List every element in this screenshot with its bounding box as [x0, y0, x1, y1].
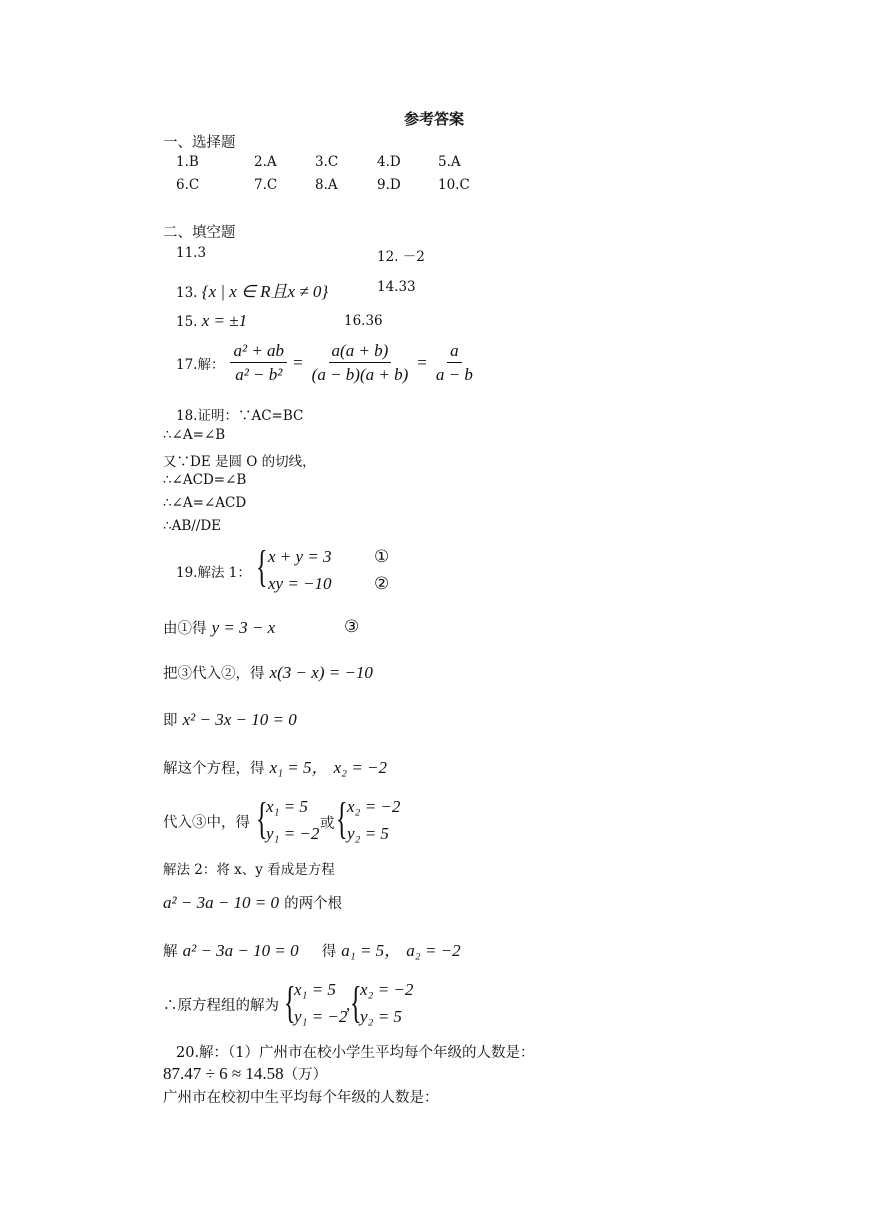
answer-item: 9.D: [377, 177, 401, 193]
answer-item: 10.C: [438, 177, 470, 193]
step-text: 由①得: [163, 621, 207, 637]
q17-fraction-1: [230, 341, 287, 385]
q18-line: ∴AB//DE: [163, 518, 222, 534]
numerator: a: [447, 341, 462, 363]
solution-1-x: x₁ = 5: [266, 797, 308, 816]
fill-answer-11: 11.3: [176, 245, 207, 261]
step-expr: a₂ = −2: [406, 941, 461, 960]
q19-conclusion: ∴原方程组的解为: [163, 998, 279, 1014]
answer-item: 5.A: [438, 154, 461, 170]
section-heading-choice: 一、选择题: [163, 135, 236, 151]
fill-answer-15: [176, 311, 247, 331]
q18-line: ∴∠A=∠ACD: [163, 495, 247, 511]
system-brace: {: [256, 794, 268, 843]
denominator: a² − b²: [235, 365, 283, 384]
final-solution-1-y: y₁ = −2: [294, 1007, 348, 1026]
system-brace: {: [284, 978, 296, 1027]
q19-step4: [163, 753, 387, 778]
step-expr: 87.47 ÷ 6 ≈ 14.58: [163, 1064, 284, 1083]
q13-label: 13.: [176, 285, 202, 301]
q18-line: ∴∠ACD=∠B: [163, 472, 247, 488]
denominator: (a − b)(a + b): [311, 365, 409, 384]
step-expr: x₁ = 5，: [269, 758, 329, 777]
or-text: 或: [320, 816, 335, 832]
q19-step2: [163, 662, 373, 683]
numerator: a² + ab: [230, 341, 287, 363]
q20-line-3: 广州市在校初中生平均每个年级的人数是：: [163, 1090, 439, 1106]
answer-item: 6.C: [176, 177, 200, 193]
q19-eq2: xy = −10: [268, 574, 332, 593]
step-expr: y = 3 − x: [211, 618, 276, 637]
step-text: 的两个根: [284, 896, 343, 912]
fill-answer-13: [176, 277, 328, 302]
unit-text: （万）: [283, 1067, 328, 1083]
final-solution-1-x: x₁ = 5: [294, 980, 336, 999]
q13-expr: {x | x ∈ R且x ≠ 0}: [201, 282, 329, 301]
section-heading-fill: 二、填空题: [163, 225, 236, 241]
fill-answer-14: 14.33: [377, 279, 416, 295]
step-expr: x(3 − x) = −10: [269, 663, 373, 682]
numerator: a(a + b): [329, 341, 392, 363]
answer-item: 7.C: [254, 177, 278, 193]
q15-expr: x = ±1: [201, 311, 248, 330]
step-expr: x₂ = −2: [333, 758, 388, 777]
system-brace: {: [336, 794, 348, 843]
q20-line-1: 20.解：（1）广州市在校小学生平均每个年级的人数是：: [176, 1045, 535, 1061]
q19-method2-solve: [163, 936, 461, 961]
equals-sign: =: [293, 353, 303, 372]
step-text: 得: [321, 944, 337, 960]
q17-fraction-3: [433, 341, 476, 385]
q17-fraction-2: [309, 341, 412, 385]
step-text: 解这个方程，得: [163, 761, 265, 777]
q19-step5-text: 代入③中，得: [163, 815, 250, 831]
mark-3: ③: [344, 617, 360, 636]
system-brace: {: [350, 978, 362, 1027]
q20-line-2: [163, 1063, 327, 1084]
q17-solution: [176, 341, 476, 385]
q15-label: 15.: [176, 314, 202, 330]
step-text: 即: [163, 713, 178, 729]
step-expr: x² − 3x − 10 = 0: [182, 710, 297, 729]
q19-eq1: x + y = 3: [268, 547, 332, 566]
q18-line: 又∵DE 是圆 O 的切线，: [163, 454, 316, 470]
step-expr: a² − 3a − 10 = 0: [163, 893, 280, 912]
step-text: 把③代入②，得: [163, 666, 265, 682]
q19-method2-eq: [163, 892, 342, 913]
solution-2-y: y₂ = 5: [347, 824, 389, 843]
step-text: 解: [163, 944, 178, 960]
q19-method2: 解法 2：将 x、y 看成是方程: [163, 862, 335, 878]
answer-item: 4.D: [377, 154, 401, 170]
step-expr: a² − 3a − 10 = 0: [182, 941, 299, 960]
comma: ,: [346, 995, 351, 1014]
q18-line: 18.证明：∵AC=BC: [176, 408, 304, 424]
solution-2-x: x₂ = −2: [347, 797, 401, 816]
answer-item: 8.A: [315, 177, 338, 193]
q17-label: 17.解：: [176, 357, 225, 373]
fill-answer-16: 16.36: [344, 313, 383, 329]
page-title: 参考答案: [404, 110, 465, 128]
q18-line: ∴∠A=∠B: [163, 427, 226, 443]
final-solution-2-y: y₂ = 5: [360, 1007, 402, 1026]
final-solution-2-x: x₂ = −2: [360, 980, 414, 999]
answer-item: 1.B: [176, 154, 199, 170]
fill-answer-12: 12. －2: [377, 249, 425, 265]
solution-1-y: y₁ = −2: [266, 824, 320, 843]
mark-1: ①: [374, 547, 390, 566]
q19-step3: [163, 709, 297, 730]
answer-item: 2.A: [254, 154, 277, 170]
q19-step1: [163, 617, 275, 638]
step-expr: a₁ = 5，: [341, 941, 402, 960]
denominator: a − b: [435, 365, 473, 384]
q19-label: 19.解法 1：: [176, 565, 251, 581]
answer-item: 3.C: [315, 154, 339, 170]
mark-2: ②: [374, 574, 390, 593]
equals-sign: =: [417, 353, 427, 372]
system-brace: {: [256, 542, 268, 591]
